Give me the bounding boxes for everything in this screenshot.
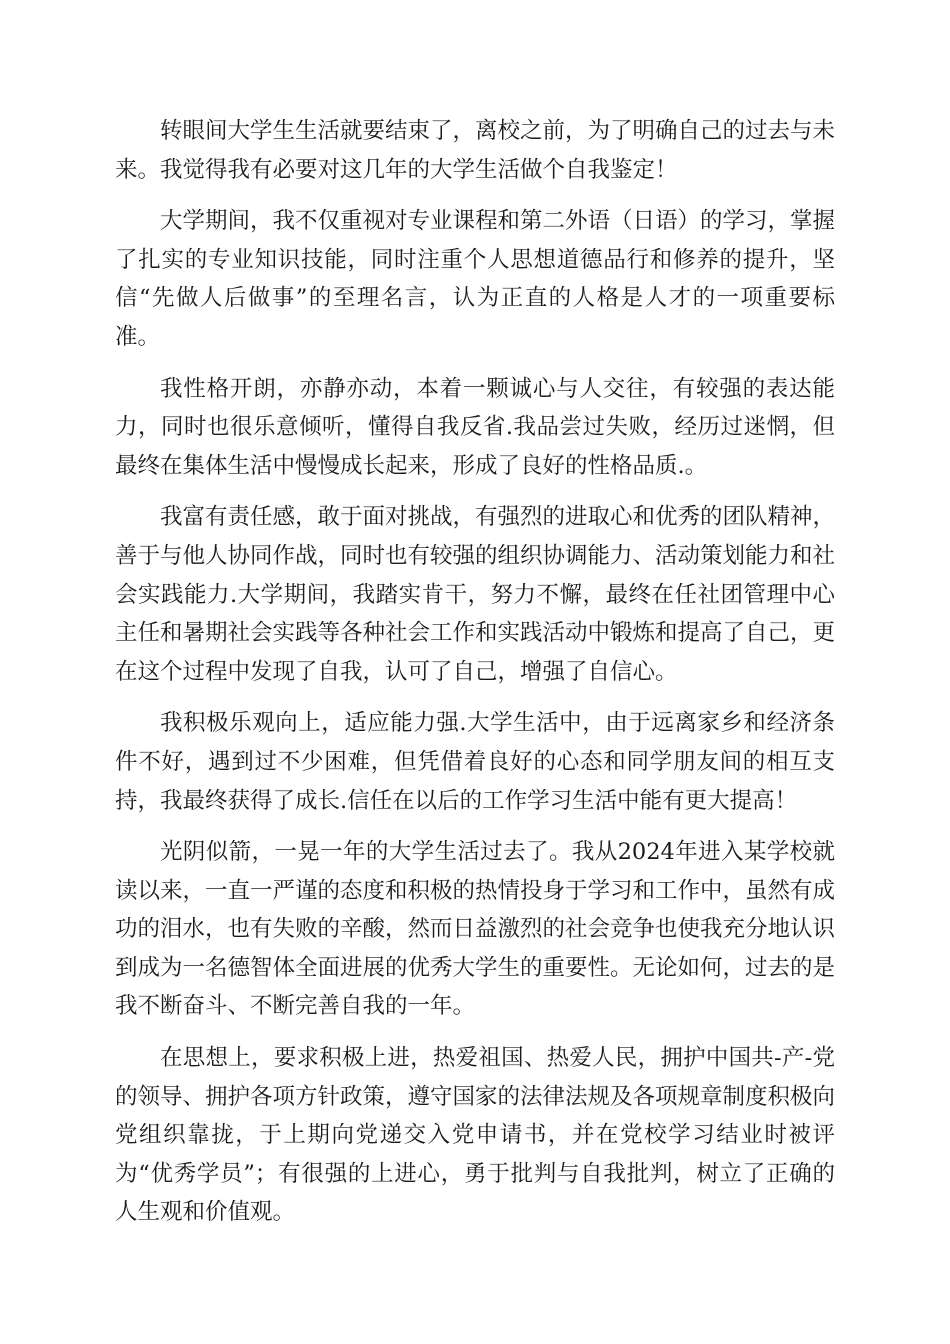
- paragraph-6: 光阴似箭，一晃一年的大学生活过去了。我从2024年进入某学校就读以来，一直一严谨的态度和积极的热情投身于学习和工作中，虽然有成功的泪水，也有失败的辛酸，然而日益激烈的社会竞争也使我充分地认识到成为一名德智体全面进展的优秀大学生的重要性。无论如何，过去的是我不断奋斗、不断完善自我的一年。: [115, 839, 836, 1020]
- paragraph-1: 转眼间大学生生活就要结束了，离校之前，为了明确自己的过去与未来。我觉得我有必要对这几年的大学生活做个自我鉴定！: [115, 118, 836, 183]
- document-body: [115, 112, 835, 1245]
- paragraph-5: 我积极乐观向上，适应能力强.大学生活中，由于远离家乡和经济条件不好，遇到过不少困难，但凭借着良好的心态和同学朋友间的相互支持，我最终获得了成长.信任在以后的工作学习生活中能有更大提高！: [115, 710, 835, 814]
- paragraph-7: 在思想上，要求积极上进，热爱祖国、热爱人民，拥护中国共-产-党的领导、拥护各项方针政策，遵守国家的法律法规及各项规章制度积极向党组织靠拢，于上期向党递交入党申请书，并在党校学习结业时被评为“优秀学员”；有很强的上进心，勇于批判与自我批判，树立了正确的人生观和价值观。: [115, 1045, 836, 1226]
- paragraph-3: 我性格开朗，亦静亦动，本着一颗诚心与人交往，有较强的表达能力，同时也很乐意倾听，懂得自我反省.我品尝过失败，经历过迷惘，但最终在集体生活中慢慢成长起来，形成了良好的性格品质.。: [115, 375, 835, 479]
- paragraph-4: 我富有责任感，敢于面对挑战，有强烈的进取心和优秀的团队精神，善于与他人协同作战，同时也有较强的组织协调能力、活动策划能力和社会实践能力.大学期间，我踏实肯干，努力不懈，最终在任社团管理中心主任和暑期社会实践等各种社会工作和实践活动中锻炼和提高了自己，更在这个过程中发现了自我，认可了自己，增强了自信心。: [115, 504, 836, 685]
- paragraph-2: 大学期间，我不仅重视对专业课程和第二外语（日语）的学习，掌握了扎实的专业知识技能，同时注重个人思想道德品行和修养的提升，坚信“先做人后做事”的至理名言，认为正直的人格是人才的一项重要标准。: [115, 208, 836, 350]
